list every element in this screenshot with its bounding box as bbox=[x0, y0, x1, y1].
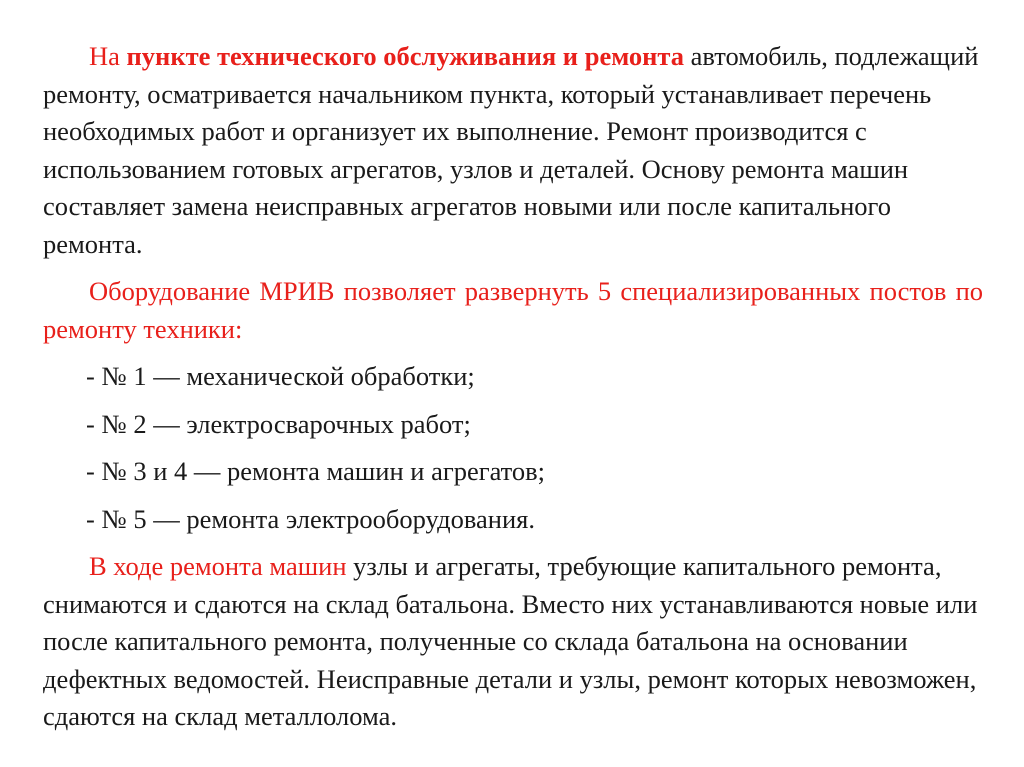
repair-point-highlight: пункте технического обслуживания и ремонта bbox=[126, 41, 685, 71]
post-item-3-4: - № 3 и 4 — ремонта машин и агрегатов; bbox=[86, 456, 546, 486]
paragraph-1-prefix: На bbox=[89, 41, 127, 71]
paragraph-repair-point bbox=[43, 38, 983, 263]
post-item-2: - № 2 — электросварочных работ; bbox=[86, 408, 471, 439]
paragraph-equipment: Оборудование МРИВ позволяет развернуть 5 специализированных постов по ремонту техники: bbox=[43, 276, 983, 344]
slide-text-body bbox=[43, 38, 983, 736]
paragraph-1-text: автомобиль, подлежащий ремонту, осматривается начальником пункта, который устанавливает перечень необходимых работ и организует их выполнение. Ремонт производится с использованием готовых агрегатов, узлов и деталей. Основу ремонта машин составляет замена неисправных агрегатов новыми или после капитального ремонта. bbox=[43, 41, 979, 259]
paragraph-3-text: узлы и агрегаты, требующие капитального ремонта, снимаются и сдаются на склад батальона. Вместо них устанавливаются новые или после капитального ремонта, полученные со склада батальона на основании дефектных ведомостей. Неисправные детали и узлы, ремонт которых невозможен, сдаются на склад металлолома. bbox=[43, 551, 978, 731]
post-item-1: - № 1 — механической обработки; bbox=[86, 361, 475, 391]
repair-process-highlight: В ходе ремонта машин bbox=[89, 551, 347, 581]
post-item-5: - № 5 — ремонта электрооборудования. bbox=[86, 503, 535, 534]
paragraph-repair-process bbox=[43, 548, 983, 736]
